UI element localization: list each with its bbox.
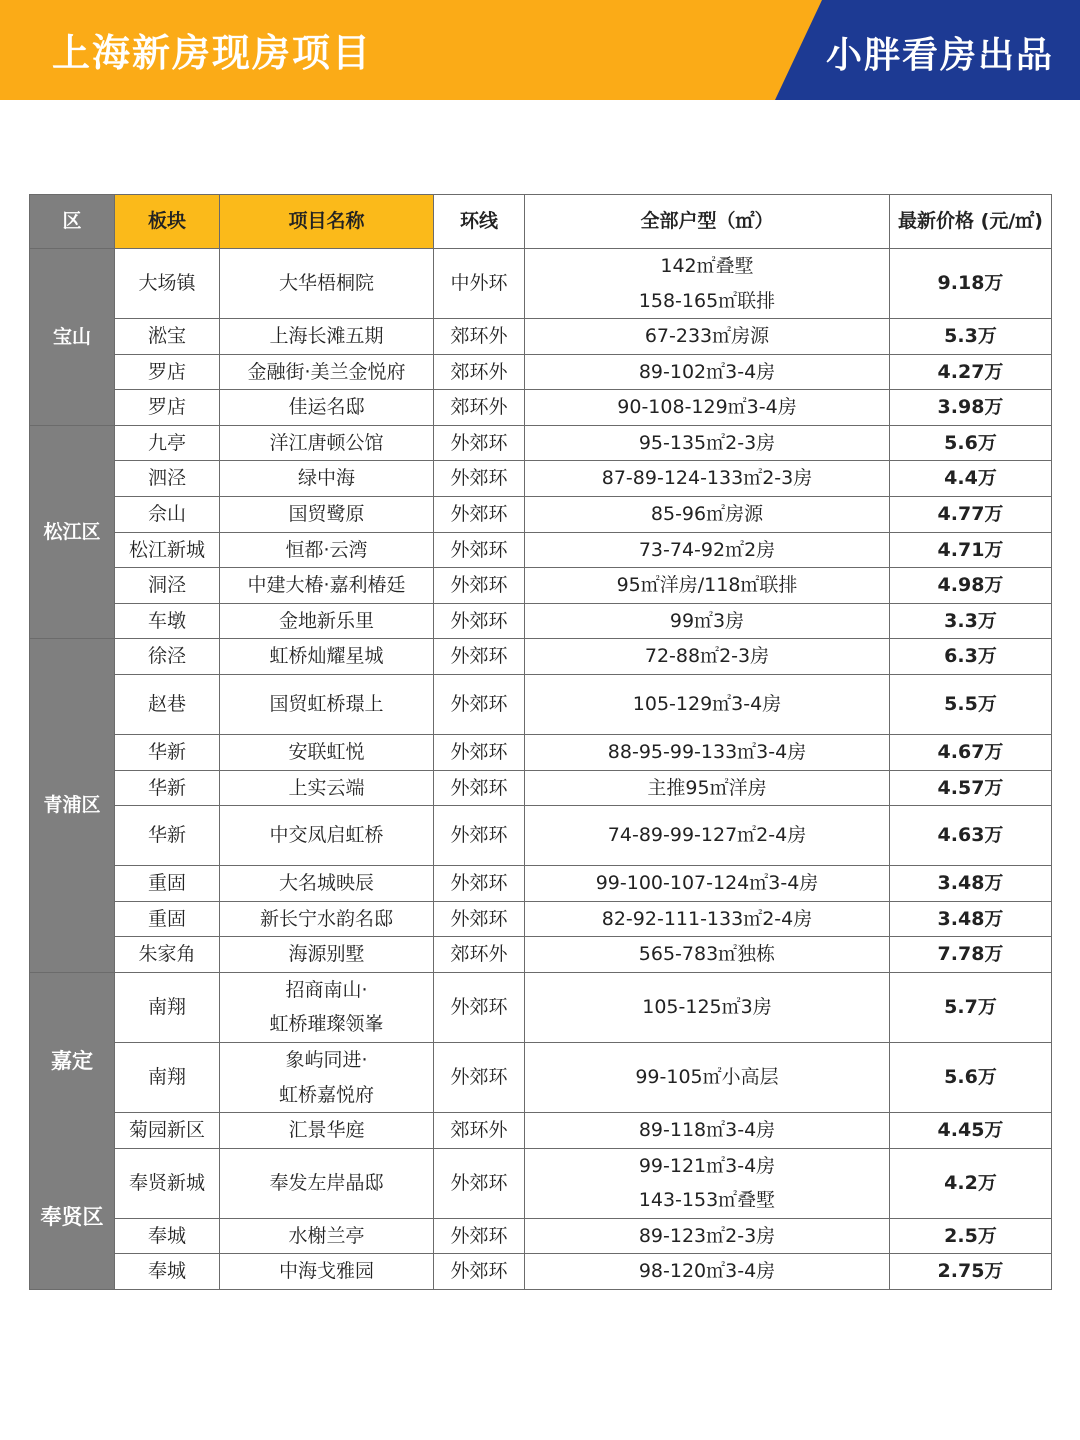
project-cell: [220, 734, 434, 770]
header-price-unit: (元/㎡): [980, 210, 1043, 233]
brand-label: 小胖看房出品: [825, 35, 1054, 76]
ring-cell: 外郊环: [434, 1218, 525, 1254]
units-cell-line: 143-153㎡叠墅: [638, 1189, 776, 1212]
ring-cell: 外郊环: [434, 497, 525, 533]
block-cell: 朱家角: [115, 937, 220, 973]
units-cell-line: 99-105㎡小高层: [635, 1066, 779, 1089]
ring-cell: 外郊环: [434, 734, 525, 770]
block-cell: 罗店: [115, 354, 220, 390]
district-cell-group: [30, 972, 115, 1289]
units-cell-line: 158-165㎡联排: [638, 289, 776, 312]
ring-cell: 中外环: [434, 249, 525, 319]
project-cell-line: 中海戈雅园: [278, 1260, 374, 1283]
units-cell: [525, 603, 890, 639]
block-cell: 车墩: [115, 603, 220, 639]
project-cell-line: 大华梧桐院: [278, 272, 374, 295]
units-cell-line: 565-783㎡独栋: [638, 943, 776, 966]
district-cell: 松江区: [30, 425, 115, 638]
units-cell: [525, 639, 890, 675]
block-cell: 菊园新区: [115, 1113, 220, 1149]
units-cell: [525, 937, 890, 973]
units-cell: [525, 354, 890, 390]
price-cell: 2.75万: [890, 1254, 1052, 1290]
table-header-row: [30, 195, 1052, 249]
table-row: [30, 319, 1052, 355]
project-cell: [220, 354, 434, 390]
price-cell: 2.5万: [890, 1218, 1052, 1254]
project-cell: [220, 249, 434, 319]
project-cell-line: 国贸虹桥璟上: [269, 693, 384, 716]
units-cell-line: 105-129㎡3-4房: [632, 693, 782, 716]
project-cell: [220, 603, 434, 639]
table-row: [30, 901, 1052, 937]
units-cell: [525, 1042, 890, 1112]
block-cell: 奉城: [115, 1218, 220, 1254]
units-cell: [525, 1113, 890, 1149]
units-cell: [525, 249, 890, 319]
block-cell: 赵巷: [115, 674, 220, 734]
units-cell-line: 99-100-107-124㎡3-4房: [595, 872, 819, 895]
ring-cell: 外郊环: [434, 1148, 525, 1218]
ring-cell: 外郊环: [434, 532, 525, 568]
table-row: [30, 1042, 1052, 1112]
project-cell: [220, 674, 434, 734]
block-cell: 华新: [115, 734, 220, 770]
price-cell: 5.5万: [890, 674, 1052, 734]
ring-cell: 外郊环: [434, 972, 525, 1042]
block-cell: 重固: [115, 866, 220, 902]
project-cell-line: 奉发左岸晶邸: [269, 1172, 384, 1194]
project-cell: [220, 639, 434, 675]
district-label: 奉贤区: [40, 1204, 104, 1229]
table-row: [30, 354, 1052, 390]
project-cell-line: 汇景华庭: [288, 1119, 365, 1142]
project-cell-line: 金地新乐里: [278, 609, 374, 632]
units-cell: [525, 972, 890, 1042]
units-cell: [525, 461, 890, 497]
ring-cell: 外郊环: [434, 603, 525, 639]
block-cell: 华新: [115, 770, 220, 806]
block-cell: 罗店: [115, 390, 220, 426]
table-row: [30, 734, 1052, 770]
units-cell-line: 99㎡3房: [669, 609, 745, 632]
units-cell-line: 主推95㎡洋房: [647, 776, 767, 799]
table-row: [30, 972, 1052, 1042]
block-cell: 南翔: [115, 972, 220, 1042]
block-cell: 大场镇: [115, 249, 220, 319]
ring-cell: 郊环外: [434, 354, 525, 390]
units-cell: [525, 568, 890, 604]
price-cell: 4.67万: [890, 734, 1052, 770]
table-row: [30, 568, 1052, 604]
project-cell-line: 佳运名邸: [288, 396, 365, 419]
table-row: [30, 390, 1052, 426]
units-cell: [525, 1148, 890, 1218]
price-cell: 4.2万: [890, 1148, 1052, 1218]
units-cell: [525, 734, 890, 770]
units-cell-line: 88-95-99-133㎡3-4房: [607, 740, 807, 763]
project-cell-line: 虹桥璀璨领峯: [269, 1013, 384, 1036]
project-cell-line: 金融街·美兰金悦府: [247, 360, 406, 383]
project-cell-line: 上实云端: [288, 776, 365, 799]
header-block: 板块: [115, 195, 220, 249]
units-cell-line: 98-120㎡3-4房: [638, 1260, 776, 1283]
block-cell: 徐泾: [115, 639, 220, 675]
district-cell: 青浦区: [30, 639, 115, 972]
header-price: [890, 195, 1052, 249]
units-cell-line: 89-123㎡2-3房: [638, 1224, 776, 1247]
project-cell-line: 上海长滩五期: [269, 325, 384, 348]
units-cell-line: 73-74-92㎡2房: [638, 538, 776, 561]
units-cell: [525, 497, 890, 533]
project-cell: [220, 1042, 434, 1112]
housing-table: [29, 194, 1052, 1290]
table-row: [30, 1148, 1052, 1218]
ring-cell: 外郊环: [434, 866, 525, 902]
units-cell-line: 99-121㎡3-4房: [638, 1154, 776, 1177]
project-cell: [220, 461, 434, 497]
units-cell: [525, 532, 890, 568]
units-cell-line: 105-125㎡3房: [642, 996, 772, 1019]
project-cell-line: 新长宁水韵名邸: [259, 907, 393, 930]
price-cell: 5.6万: [890, 1042, 1052, 1112]
table-row: [30, 1218, 1052, 1254]
units-cell-line: 89-102㎡3-4房: [638, 360, 776, 383]
units-cell-line: 87-89-124-133㎡2-3房: [601, 467, 813, 490]
units-cell: [525, 806, 890, 866]
ring-cell: 外郊环: [434, 1254, 525, 1290]
ring-cell: 郊环外: [434, 319, 525, 355]
price-cell: 5.3万: [890, 319, 1052, 355]
block-cell: 华新: [115, 806, 220, 866]
project-cell: [220, 901, 434, 937]
district-label: 嘉定: [51, 1048, 93, 1073]
ring-cell: 外郊环: [434, 568, 525, 604]
ring-cell: 郊环外: [434, 937, 525, 973]
units-cell-line: 95㎡洋房/118㎡联排: [616, 574, 798, 597]
project-cell-line: 绿中海: [297, 467, 355, 490]
page-title: 上海新房现房项目: [52, 31, 373, 75]
price-cell: 4.27万: [890, 354, 1052, 390]
project-cell: [220, 972, 434, 1042]
table-row: [30, 1254, 1052, 1290]
block-cell: 奉贤新城: [115, 1148, 220, 1218]
block-cell: 淞宝: [115, 319, 220, 355]
project-cell: [220, 568, 434, 604]
project-cell: [220, 319, 434, 355]
table-row: [30, 937, 1052, 973]
table-row: [30, 770, 1052, 806]
table-row: [30, 461, 1052, 497]
units-cell: [525, 319, 890, 355]
block-cell: 奉城: [115, 1254, 220, 1290]
table-row: [30, 866, 1052, 902]
price-cell: 4.63万: [890, 806, 1052, 866]
units-cell: [525, 390, 890, 426]
ring-cell: 外郊环: [434, 1042, 525, 1112]
price-cell: 5.6万: [890, 425, 1052, 461]
units-cell: [525, 866, 890, 902]
ring-cell: 外郊环: [434, 901, 525, 937]
project-cell-line: 国贸鹭原: [288, 503, 365, 526]
price-cell: 3.48万: [890, 866, 1052, 902]
header-ring: 环线: [434, 195, 525, 249]
project-cell-line: 招商南山·: [285, 978, 368, 1001]
units-cell: [525, 1218, 890, 1254]
header-units: 全部户型（㎡）: [525, 195, 890, 249]
price-cell: 4.4万: [890, 461, 1052, 497]
project-cell-line: 虹桥嘉悦府: [278, 1083, 374, 1106]
price-cell: 3.98万: [890, 390, 1052, 426]
project-cell-line: 象屿同进·: [285, 1048, 368, 1071]
price-cell: 7.78万: [890, 937, 1052, 973]
project-cell: [220, 497, 434, 533]
price-cell: 4.71万: [890, 532, 1052, 568]
header-project: 项目名称: [220, 195, 434, 249]
units-cell-line: 142㎡叠墅: [660, 255, 754, 277]
units-cell-line: 74-89-99-127㎡2-4房: [607, 824, 807, 847]
price-cell: 9.18万: [890, 249, 1052, 319]
block-cell: 泗泾: [115, 461, 220, 497]
units-cell-line: 72-88㎡2-3房: [644, 645, 770, 668]
price-cell: 6.3万: [890, 639, 1052, 675]
project-cell: [220, 532, 434, 568]
header-price-line: 最新价格: [898, 210, 975, 233]
price-cell: 4.45万: [890, 1113, 1052, 1149]
units-cell-line: 82-92-111-133㎡2-4房: [601, 907, 813, 930]
project-cell-line: 中交凤启虹桥: [269, 824, 384, 847]
price-cell: 4.57万: [890, 770, 1052, 806]
table-row: [30, 497, 1052, 533]
project-cell-line: 水榭兰亭: [288, 1224, 365, 1247]
block-cell: 松江新城: [115, 532, 220, 568]
project-cell: [220, 1254, 434, 1290]
block-cell: 九亭: [115, 425, 220, 461]
project-cell: [220, 1218, 434, 1254]
header-banner: [0, 0, 1080, 100]
project-cell-line: 虹桥灿耀星城: [269, 645, 384, 668]
ring-cell: 外郊环: [434, 425, 525, 461]
units-cell: [525, 1254, 890, 1290]
project-cell-line: 安联虹悦: [288, 740, 365, 763]
table-row: [30, 425, 1052, 461]
block-cell: 洞泾: [115, 568, 220, 604]
price-cell: 4.77万: [890, 497, 1052, 533]
ring-cell: 外郊环: [434, 639, 525, 675]
project-cell: [220, 770, 434, 806]
ring-cell: 郊环外: [434, 1113, 525, 1149]
block-cell: 重固: [115, 901, 220, 937]
price-cell: 3.3万: [890, 603, 1052, 639]
price-cell: 4.98万: [890, 568, 1052, 604]
project-cell-line: 中建大椿·嘉利椿廷: [247, 574, 406, 597]
project-cell: [220, 866, 434, 902]
district-cell: 宝山: [30, 249, 115, 426]
project-cell: [220, 1113, 434, 1149]
project-cell: [220, 937, 434, 973]
ring-cell: 外郊环: [434, 674, 525, 734]
project-cell-line: 洋江唐顿公馆: [269, 431, 384, 454]
price-cell: 5.7万: [890, 972, 1052, 1042]
project-cell-line: 恒都·云湾: [285, 538, 368, 561]
units-cell: [525, 770, 890, 806]
ring-cell: 外郊环: [434, 770, 525, 806]
ring-cell: 外郊环: [434, 806, 525, 866]
header-district: 区: [30, 195, 115, 249]
units-cell-line: 95-135㎡2-3房: [638, 431, 776, 454]
units-cell-line: 89-118㎡3-4房: [638, 1119, 776, 1142]
table-row: [30, 249, 1052, 319]
project-cell-line: 海源别墅: [288, 943, 365, 966]
project-cell: [220, 425, 434, 461]
table-row: [30, 1113, 1052, 1149]
price-cell: 3.48万: [890, 901, 1052, 937]
ring-cell: 郊环外: [434, 390, 525, 426]
ring-cell: 外郊环: [434, 461, 525, 497]
project-cell: [220, 1148, 434, 1218]
table-body: [30, 249, 1052, 1290]
units-cell: [525, 901, 890, 937]
table-row: [30, 532, 1052, 568]
table-row: [30, 639, 1052, 675]
table-row: [30, 806, 1052, 866]
units-cell: [525, 674, 890, 734]
table-row: [30, 674, 1052, 734]
project-cell: [220, 806, 434, 866]
project-cell: [220, 390, 434, 426]
block-cell: 佘山: [115, 497, 220, 533]
units-cell-line: 85-96㎡房源: [650, 503, 764, 526]
units-cell-line: 67-233㎡房源: [644, 325, 770, 348]
table-row: [30, 603, 1052, 639]
units-cell: [525, 425, 890, 461]
units-cell-line: 90-108-129㎡3-4房: [617, 396, 797, 419]
block-cell: 南翔: [115, 1042, 220, 1112]
project-cell-line: 大名城映辰: [278, 872, 374, 895]
